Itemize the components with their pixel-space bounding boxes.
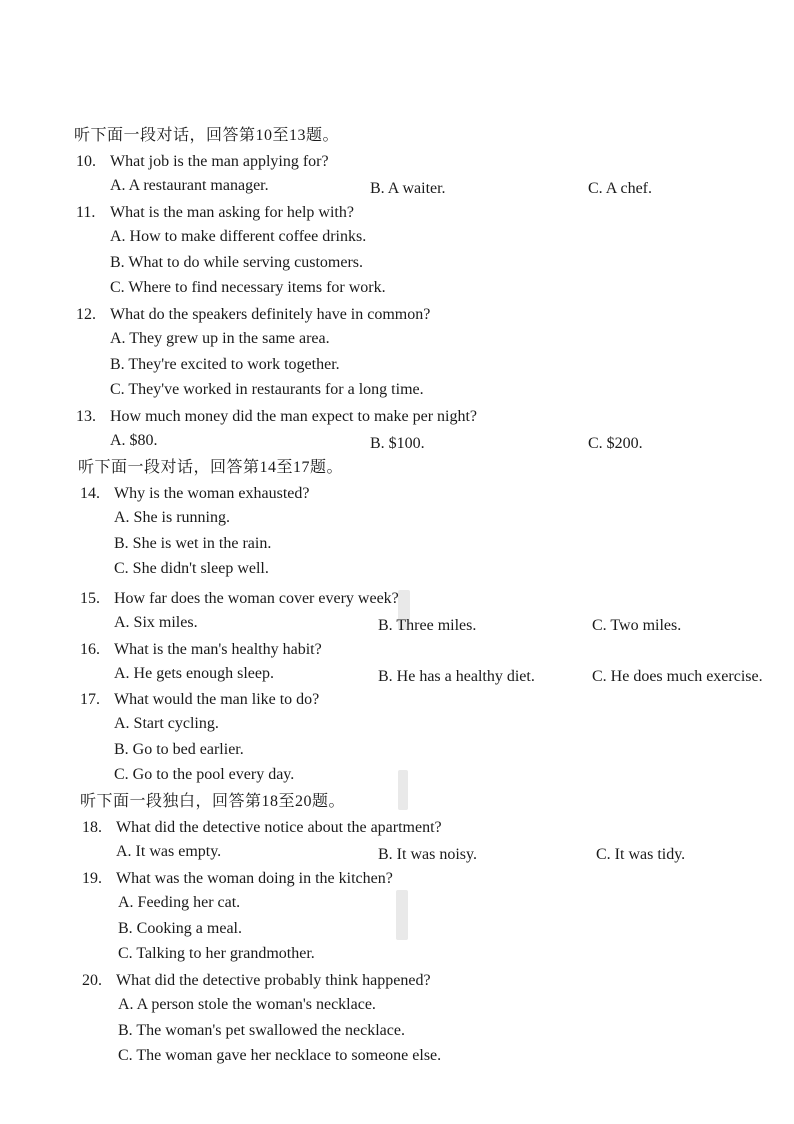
answer-option: A. $80.	[110, 432, 158, 449]
section-header: 听下面一段独白，回答第18至20题。	[80, 793, 346, 810]
answer-option: C. Talking to her grandmother.	[118, 945, 315, 962]
scan-smudge	[396, 890, 408, 940]
question-text: What job is the man applying for?	[110, 153, 329, 170]
answer-option: B. What to do while serving customers.	[110, 253, 363, 271]
answer-option: B. They're excited to work together.	[110, 355, 340, 373]
answer-option: A. How to make different coffee drinks.	[110, 228, 367, 245]
question-number: 12.	[76, 306, 96, 323]
answer-option: A. He gets enough sleep.	[114, 665, 274, 682]
question-text: Why is the woman exhausted?	[114, 485, 310, 502]
answer-option: B. The woman's pet swallowed the necklace.	[118, 1021, 405, 1039]
answer-option: A. It was empty.	[116, 843, 222, 860]
answer-option: A. Start cycling.	[114, 715, 219, 732]
answer-option: A. A restaurant manager.	[110, 177, 269, 194]
question-number: 10.	[76, 153, 96, 170]
question-number: 14.	[80, 485, 100, 502]
answer-option: A. Six miles.	[114, 614, 198, 631]
question-number: 13.	[76, 408, 96, 425]
question-text: What did the detective notice about the apartment?	[116, 819, 442, 836]
answer-option: C. The woman gave her necklace to someone else.	[118, 1047, 442, 1064]
answer-option: A. She is running.	[114, 509, 230, 526]
question-text: What would the man like to do?	[114, 691, 320, 708]
question-number: 11.	[76, 204, 96, 221]
question-number: 20.	[82, 972, 102, 989]
answer-option: B. He has a healthy diet.	[378, 668, 535, 685]
answer-option: C. She didn't sleep well.	[114, 560, 269, 577]
answer-option: A. A person stole the woman's necklace.	[118, 996, 376, 1013]
section-header: 听下面一段对话，回答第14至17题。	[78, 459, 344, 476]
question-text: What is the man's healthy habit?	[114, 641, 322, 658]
answer-option: C. Two miles.	[592, 617, 682, 634]
answer-option: B. $100.	[370, 435, 425, 452]
answer-option: B. Three miles.	[378, 617, 477, 634]
question-text: How much money did the man expect to make per night?	[110, 408, 478, 425]
question-number: 19.	[82, 870, 102, 887]
question-text: How far does the woman cover every week?	[114, 590, 399, 607]
question-text: What is the man asking for help with?	[110, 204, 354, 221]
answer-option: A. Feeding her cat.	[118, 894, 241, 911]
scan-smudge	[398, 770, 408, 810]
question-text: What was the woman doing in the kitchen?	[116, 870, 393, 887]
answer-option: C. A chef.	[588, 180, 652, 197]
answer-option: C. $200.	[588, 435, 643, 452]
question-text: What do the speakers definitely have in common?	[110, 306, 431, 323]
answer-option: C. Where to find necessary items for work.	[110, 279, 386, 296]
answer-option: B. A waiter.	[370, 180, 446, 197]
question-number: 18.	[82, 819, 102, 836]
answer-option: C. Go to the pool every day.	[114, 766, 295, 783]
question-number: 17.	[80, 691, 100, 708]
question-number: 15.	[80, 590, 100, 607]
answer-option: C. They've worked in restaurants for a long time.	[110, 381, 424, 398]
answer-option: B. It was noisy.	[378, 846, 477, 863]
question-text: What did the detective probably think happened?	[116, 972, 431, 989]
answer-option: A. They grew up in the same area.	[110, 330, 330, 347]
answer-option: B. Cooking a meal.	[118, 919, 242, 937]
answer-option: C. He does much exercise.	[592, 668, 763, 685]
answer-option: B. She is wet in the rain.	[114, 534, 272, 552]
answer-option: C. It was tidy.	[596, 846, 686, 863]
answer-option: B. Go to bed earlier.	[114, 740, 244, 758]
section-header: 听下面一段对话，回答第10至13题。	[74, 127, 340, 144]
question-number: 16.	[80, 641, 100, 658]
